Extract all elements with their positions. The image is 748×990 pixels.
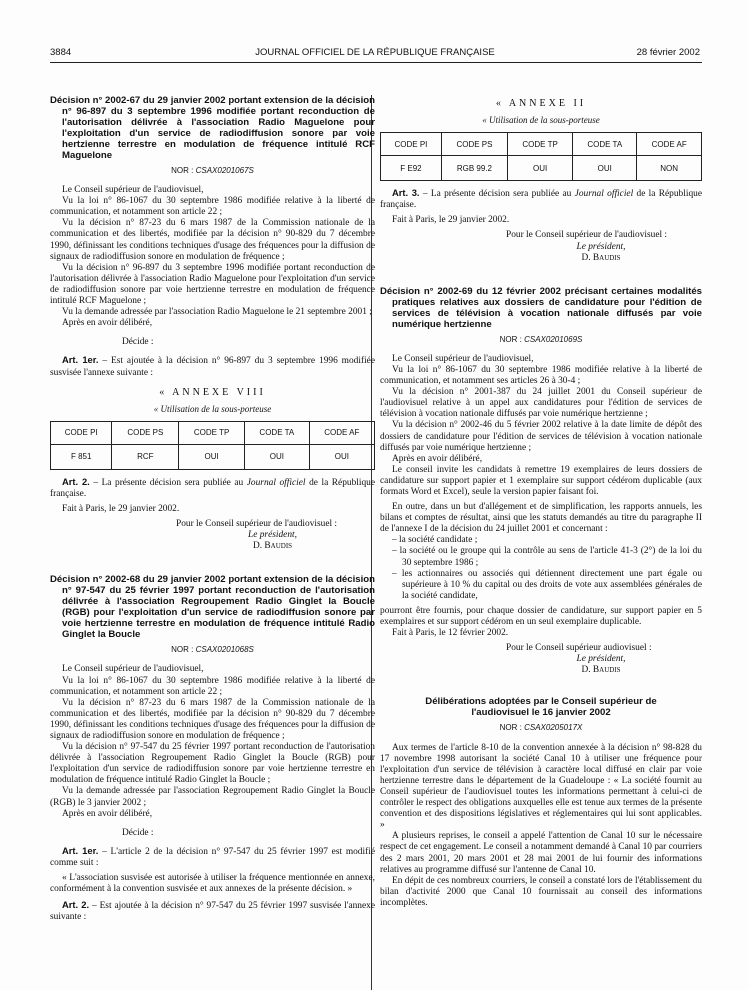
- paragraph: Aux termes de l'article 8-10 de la convention annexée à la décision n° 98-828 du 17 novembre 1998 autorisant la société Canal 10 à utiliser une fréquence pour l'exploitation d'un service de télévision à caractère local diffusé en clair par voie hertzienne terrestre dans le département de la Guadeloupe : « La société fournit au Conseil supérieur de l'audiovisuel toutes les informations permettant à celui-ci de contrôler le respect des obligations auxquelles elle est tenue aux termes de la présente convention et des dispositions législatives et réglementaires qui lui sont applicables. »: [380, 742, 702, 831]
- paragraph: Vu la décision n° 87-23 du 6 mars 1987 de la Commission nationale de la communication et des libertés, modifiée par la décision n° 90-829 du 7 décembre 1990, définissant les conditions techniques d'usage des fréquences pour la diffusion de signaux de radiodiffusion sonore en modulation de fréquence ;: [50, 218, 375, 262]
- nor-reference: NOR : CSAX0201068S: [171, 645, 254, 655]
- table-cell: OUI: [309, 444, 374, 469]
- table-cell: F E92: [381, 156, 442, 181]
- article-1: Art. 1er. – L'article 2 de la décision n° 97-547 du 25 février 1997 est modifié comme suit :: [50, 844, 375, 868]
- page-number: 3884: [50, 47, 72, 58]
- deliberations-title: Délibérations adoptées par le Conseil supérieur de l'audiovisuel le 16 janvier 2002: [425, 696, 657, 719]
- list-item: – la société ou le groupe qui la contrôle au sens de l'article 41-3 (2°) de la loi du 30 septembre 1986 ;: [402, 546, 702, 568]
- decision-2002-69: [380, 286, 702, 677]
- paragraph: Vu la décision n° 2002-46 du 5 février 2002 relative à la date limite de dépôt des dossiers de candidature pour l'édition de services de télévision à vocation nationale diffusés par voie numérique hertzienne ;: [380, 420, 702, 453]
- list-item: – la société candidate ;: [402, 535, 702, 546]
- issue-date: 28 février 2002: [636, 47, 700, 58]
- paragraph: Vu la loi n° 86-1067 du 30 septembre 1986 modifiée relative à la liberté de communication, et notamment ses articles 26 à 30-4 ;: [380, 364, 702, 387]
- nor-reference: NOR : CSAX0201069S: [499, 334, 583, 344]
- fait-line: Fait à Paris, le 29 janvier 2002.: [62, 503, 180, 514]
- signature-role: Le président,: [576, 654, 626, 665]
- table-header-row: [381, 133, 702, 156]
- column-header: CODE AF: [309, 421, 374, 444]
- table-row: [381, 156, 702, 181]
- table-cell: OUI: [244, 444, 309, 469]
- paragraph: Après en avoir délibéré,: [62, 318, 153, 329]
- paragraph: Le Conseil supérieur de l'audiovisuel,: [62, 664, 204, 675]
- paragraph: Vu la demande adressée par l'association Regroupement Radio Ginglet la Boucle (RGB) le 3 janvier 2002 ;: [50, 786, 375, 808]
- paragraph: Vu la décision n° 97-547 du 25 février 1997 portant reconduction de l'autorisation délivrée à l'association Regroupement Radio Ginglet la Boucle (RGB) pour l'exploitation d'un service de radiodiffusion sonore par voie hertzienne terrestre en modulation de fréquence intitulé Radio Ginglet la Boucle ;: [50, 742, 375, 786]
- deliberations: [380, 696, 702, 909]
- page-header: [50, 47, 700, 61]
- table-row: [51, 444, 375, 469]
- paragraph: A plusieurs reprises, le conseil a appelé l'attention de Canal 10 sur le nécessaire respect de cet engagement. Le conseil a notamment demandé à Canal 10 par courriers des 2 mars 2001, 20 mars 2001 et 28 mai 2001 de lui fournir des informations relatives au programme diffusé sur l'antenne de Canal 10.: [380, 831, 702, 875]
- column-header: CODE TA: [573, 133, 637, 156]
- paragraph: En dépit de ces nombreux courriers, le conseil a constaté lors de l'établissement du bilan d'activité 2000 que Canal 10 fournissait au conseil des informations incomplètes.: [380, 875, 702, 908]
- document-list: [380, 535, 702, 602]
- signature-name: D. Baudis: [581, 252, 621, 263]
- right-column: [380, 98, 702, 909]
- paragraph: Vu la loi n° 86-1067 du 30 septembre 1986 modifiée relative à la liberté de communication, et notamment son article 22 ;: [50, 675, 375, 697]
- nor-reference: NOR : CSAX0201067S: [171, 166, 254, 175]
- decide-heading: Décide :: [122, 827, 154, 838]
- table-cell: OUI: [508, 156, 573, 181]
- signature-line: Pour le Conseil supérieur de l'audiovisuel :: [506, 230, 668, 241]
- fait-line: Fait à Paris, le 12 février 2002.: [392, 628, 509, 639]
- nor-code: CSAX0201067S: [195, 166, 254, 175]
- subcarrier-table: [50, 421, 375, 470]
- column-header: CODE AF: [637, 133, 702, 156]
- column-header: CODE PS: [441, 133, 507, 156]
- signature-name: D. Baudis: [581, 665, 621, 676]
- nor-code: CSAX0201068S: [195, 645, 254, 655]
- signature-line: Pour le Conseil supérieur de l'audiovisuel :: [176, 519, 338, 530]
- decision-2002-67: [50, 95, 375, 552]
- article-2: Art. 2. – Est ajoutée à la décision n° 97-547 du 25 février 1997 susvisée l'annexe suivante :: [50, 899, 376, 923]
- column-header: CODE TA: [244, 421, 309, 444]
- article-2: Art. 2. – La présente décision sera publiée au Journal officiel de la République française.: [50, 475, 375, 499]
- table-header-row: [51, 421, 375, 444]
- column-header: CODE PI: [51, 421, 112, 444]
- table-cell: OUI: [573, 156, 637, 181]
- paragraph: Après en avoir délibéré,: [62, 808, 153, 819]
- paragraph: En outre, dans un but d'allégement et de simplification, les rapports annuels, les bilans et comptes de résultat, ainsi que les statuts demandés au titre du paragraphe II de l'annexe I de la décision du 24 juillet 2001 et concernant :: [380, 502, 702, 535]
- paragraph: Le conseil invite les candidats à remettre 19 exemplaires de leurs dossiers de candidature sur support papier et 1 exemplaire sur support cédérom duplicable (aux formats Word et Excel), seule la version papier faisant foi.: [380, 464, 702, 497]
- subcarrier-table: [380, 132, 702, 181]
- signature-role: Le président,: [248, 530, 297, 541]
- paragraph: Vu la décision n° 87-23 du 6 mars 1987 de la Commission nationale de la communication et des libertés, modifiée par la décision n° 90-829 du 7 décembre 1990, définissant les conditions techniques d'usage des fréquences pour la diffusion de signaux de radiodiffusion sonore en modulation de fréquence ;: [50, 697, 375, 741]
- decision-title: Décision n° 2002-69 du 12 février 2002 précisant certaines modalités pratiques relatives aux dossiers de candidature pour l'édition de services de télévision à vocation nationale diffusés par voie numérique hertzienne: [380, 285, 702, 330]
- journal-title: JOURNAL OFFICIEL DE LA RÉPUBLIQUE FRANÇAISE: [255, 47, 495, 58]
- annexe-title: « ANNEXE II: [495, 98, 587, 109]
- paragraph: Vu la décision n° 96-897 du 3 septembre 1996 modifiée portant reconduction de l'autorisation délivrée à l'association Radio Maguelone pour l'exploitation d'un service de radiodiffusion sonore par voie hertzienne terrestre en modulation de fréquence intitulé RCF Maguelone ;: [50, 262, 375, 307]
- paragraph: Le Conseil supérieur de l'audiovisuel,: [62, 185, 204, 196]
- left-column: [50, 95, 375, 923]
- decision-title: Décision n° 2002-67 du 29 janvier 2002 portant extension de la décision n° 96-897 du 3 septembre 1996 modifiée portant reconduction de l'autorisation délivrée à l'association Radio Maguelone pour l'exploitation d'un service de radiodiffusion sonore par voie hertzienne terrestre en modulation de fréquence intitulé RCF Maguelone: [50, 95, 375, 161]
- table-cell: OUI: [179, 444, 245, 469]
- table-cell: NON: [637, 156, 702, 181]
- decide-heading: Décide :: [122, 337, 154, 348]
- decision-2002-68: [50, 574, 375, 923]
- paragraph: pourront être fournis, pour chaque dossier de candidature, sur support papier en 5 exemplaires et sur support cédérom en un seul exemplaire duplicable.: [380, 605, 702, 627]
- column-header: CODE TP: [179, 421, 245, 444]
- table-cell: RGB 99.2: [441, 156, 507, 181]
- paragraph: Le Conseil supérieur de l'audiovisuel,: [392, 353, 534, 364]
- nor-code: CSAX0201069S: [524, 334, 583, 344]
- list-item: – les actionnaires ou associés qui détiennent directement une part égale ou supérieure à 10 % du capital ou des droits de vote aux assemblées générales de la société candidate,: [402, 569, 702, 602]
- article-3: Art. 3. – La présente décision sera publiée au Journal officiel de la République française.: [380, 187, 702, 211]
- paragraph: Vu la demande adressée par l'association Radio Maguelone le 21 septembre 2001 ;: [62, 307, 372, 318]
- column-header: CODE TP: [508, 133, 573, 156]
- fait-line: Fait à Paris, le 29 janvier 2002.: [392, 215, 510, 226]
- nor-code: CSAX0205017X: [524, 723, 583, 733]
- article-1-quote: « L'association susvisée est autorisée à utiliser la fréquence mentionnée en annexe, conformément à la convention susvisée et aux annexes de la présente décision. »: [50, 873, 375, 895]
- decision-2002-68-continued: [380, 98, 702, 264]
- annexe-title: « ANNEXE VIII: [159, 386, 266, 398]
- nor-reference: NOR : CSAX0205017X: [499, 723, 583, 733]
- article-1: Art. 1er. – Est ajoutée à la décision n° 96-897 du 3 septembre 1996 modifiée susvisée l'annexe suivante :: [50, 354, 375, 378]
- paragraph: Après en avoir délibéré,: [392, 453, 483, 464]
- table-cell: F 851: [51, 444, 112, 469]
- paragraph: Vu la loi n° 86-1067 du 30 septembre 1986 modifiée relative à la liberté de communication, et notamment son article 22 ;: [50, 196, 375, 218]
- column-header: CODE PS: [112, 421, 179, 444]
- signature-name: D. Baudis: [252, 541, 293, 552]
- column-header: CODE PI: [381, 133, 442, 156]
- header-rule: [50, 62, 702, 63]
- annexe-subtitle: « Utilisation de la sous-porteuse: [482, 115, 600, 126]
- paragraph: Vu la décision n° 2001-387 du 24 juillet 2001 du Conseil supérieur de l'audiovisuel relative à un appel aux candidatures pour l'édition de services de télévision à vocation nationale diffusés par voie numérique hertzienne ;: [380, 387, 702, 420]
- signature-role: Le président,: [576, 241, 626, 252]
- signature-line: Pour le Conseil supérieur audiovisuel :: [506, 643, 652, 654]
- decision-title: Décision n° 2002-68 du 29 janvier 2002 portant extension de la décision n° 97-547 du 25 février 1997 portant reconduction de l'autorisation délivrée à l'association Regroupement Radio Ginglet la Boucle (RGB) pour l'exploitation d'un service de radiodiffusion sonore par voie hertzienne terrestre en modulation de fréquence intitulé Radio Ginglet la Boucle: [50, 574, 375, 641]
- annexe-subtitle: « Utilisation de la sous-porteuse: [153, 403, 272, 414]
- table-cell: RCF: [112, 444, 179, 469]
